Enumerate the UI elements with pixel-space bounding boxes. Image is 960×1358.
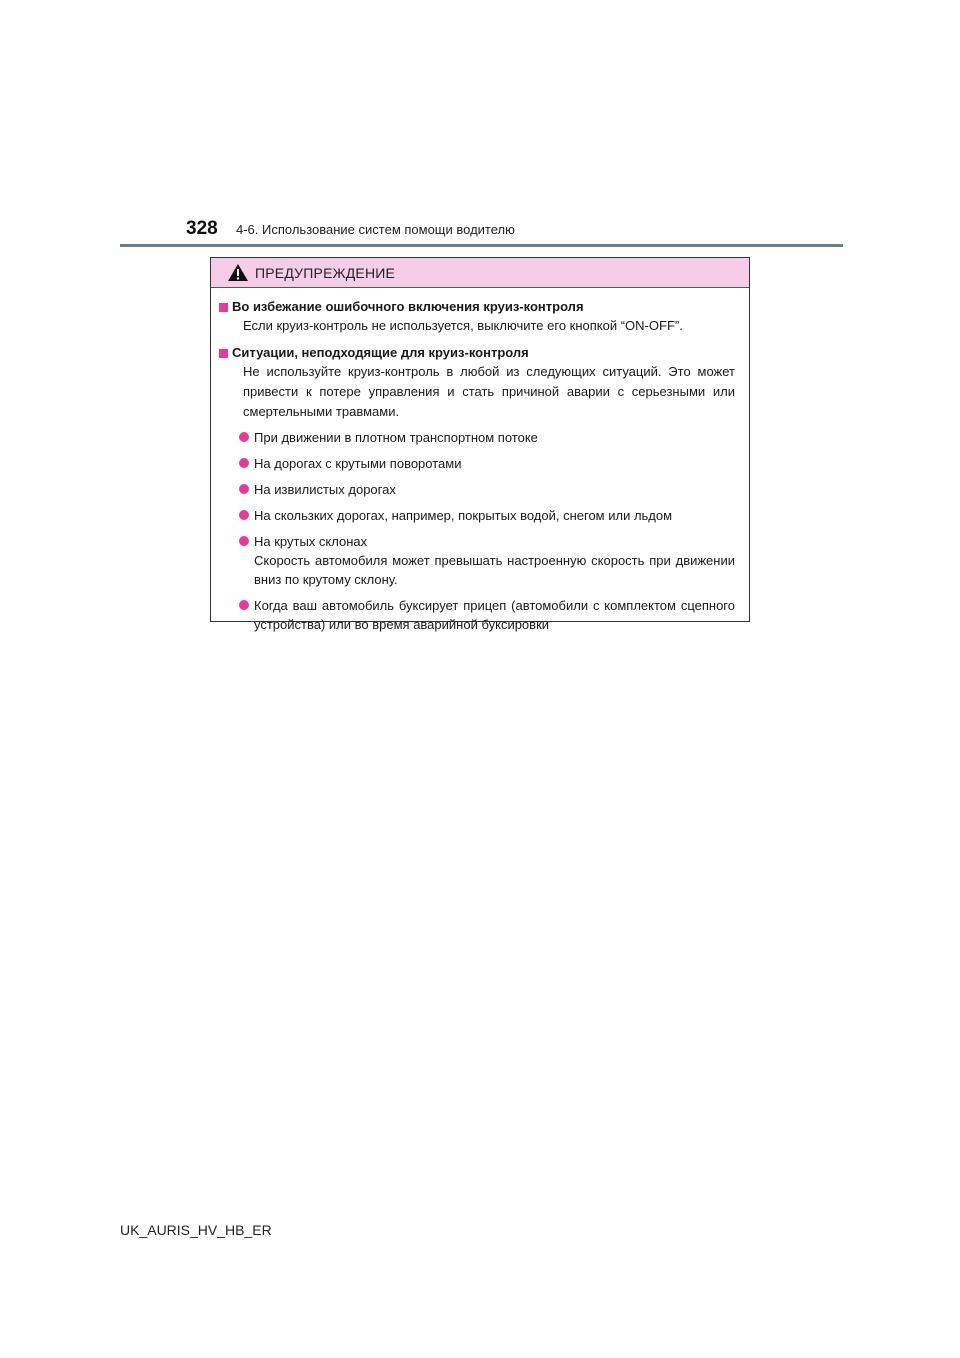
list-item-text: На извилистых дорогах	[254, 482, 396, 497]
round-bullet-icon	[239, 536, 249, 546]
list-item-text: На крутых склонах	[254, 534, 368, 549]
round-bullet-icon	[239, 510, 249, 520]
warning-body	[211, 288, 749, 634]
item-heading: Ситуации, неподходящие для круиз-контроля	[232, 345, 529, 360]
list-item	[239, 454, 741, 473]
list-item	[239, 596, 741, 634]
warning-box	[210, 257, 750, 632]
list-item-text: На скользких дорогах, например, покрытых водой, снегом или льдом	[254, 508, 673, 523]
warning-item	[219, 298, 741, 336]
header-rule	[120, 244, 843, 247]
item-text: Если круиз-контроль не используется, выключите его кнопкой “ON-OFF”.	[243, 318, 683, 333]
section-title: 4-6. Использование систем помощи водителю	[236, 222, 515, 237]
list-item-text: Когда ваш автомобиль буксирует прицеп (автомобили с комплектом сцепного устройства) или во время аварийной буксировки	[254, 598, 735, 632]
round-bullet-icon	[239, 600, 249, 610]
item-heading-row	[219, 344, 741, 362]
list-item	[239, 532, 741, 589]
document-id: UK_AURIS_HV_HB_ER	[120, 1222, 272, 1238]
list-item-note: Скорость автомобиля может превышать настроенную скорость при движении вниз по крутому склону.	[254, 553, 735, 587]
warning-item	[219, 344, 741, 634]
list-item-text: На дорогах с крутыми поворотами	[254, 456, 462, 471]
round-bullet-icon	[239, 432, 249, 442]
item-text: Не используйте круиз-контроль в любой из следующих ситуаций. Это может привести к потере управления и стать причиной аварии с серьезными или смертельными травмами.	[243, 364, 735, 419]
square-bullet-icon	[219, 349, 228, 358]
item-heading: Во избежание ошибочного включения круиз-контроля	[232, 299, 584, 314]
warning-header	[211, 258, 749, 288]
situation-list	[219, 428, 741, 634]
list-item	[239, 480, 741, 499]
item-heading-row	[219, 298, 741, 316]
list-item-text: При движении в плотном транспортном потоке	[254, 430, 538, 445]
warning-triangle-icon	[227, 263, 249, 282]
list-item	[239, 506, 741, 525]
warning-title: ПРЕДУПРЕЖДЕНИЕ	[255, 264, 396, 281]
list-item	[239, 428, 741, 447]
page-number: 328	[186, 218, 218, 239]
round-bullet-icon	[239, 484, 249, 494]
square-bullet-icon	[219, 303, 228, 312]
round-bullet-icon	[239, 458, 249, 468]
